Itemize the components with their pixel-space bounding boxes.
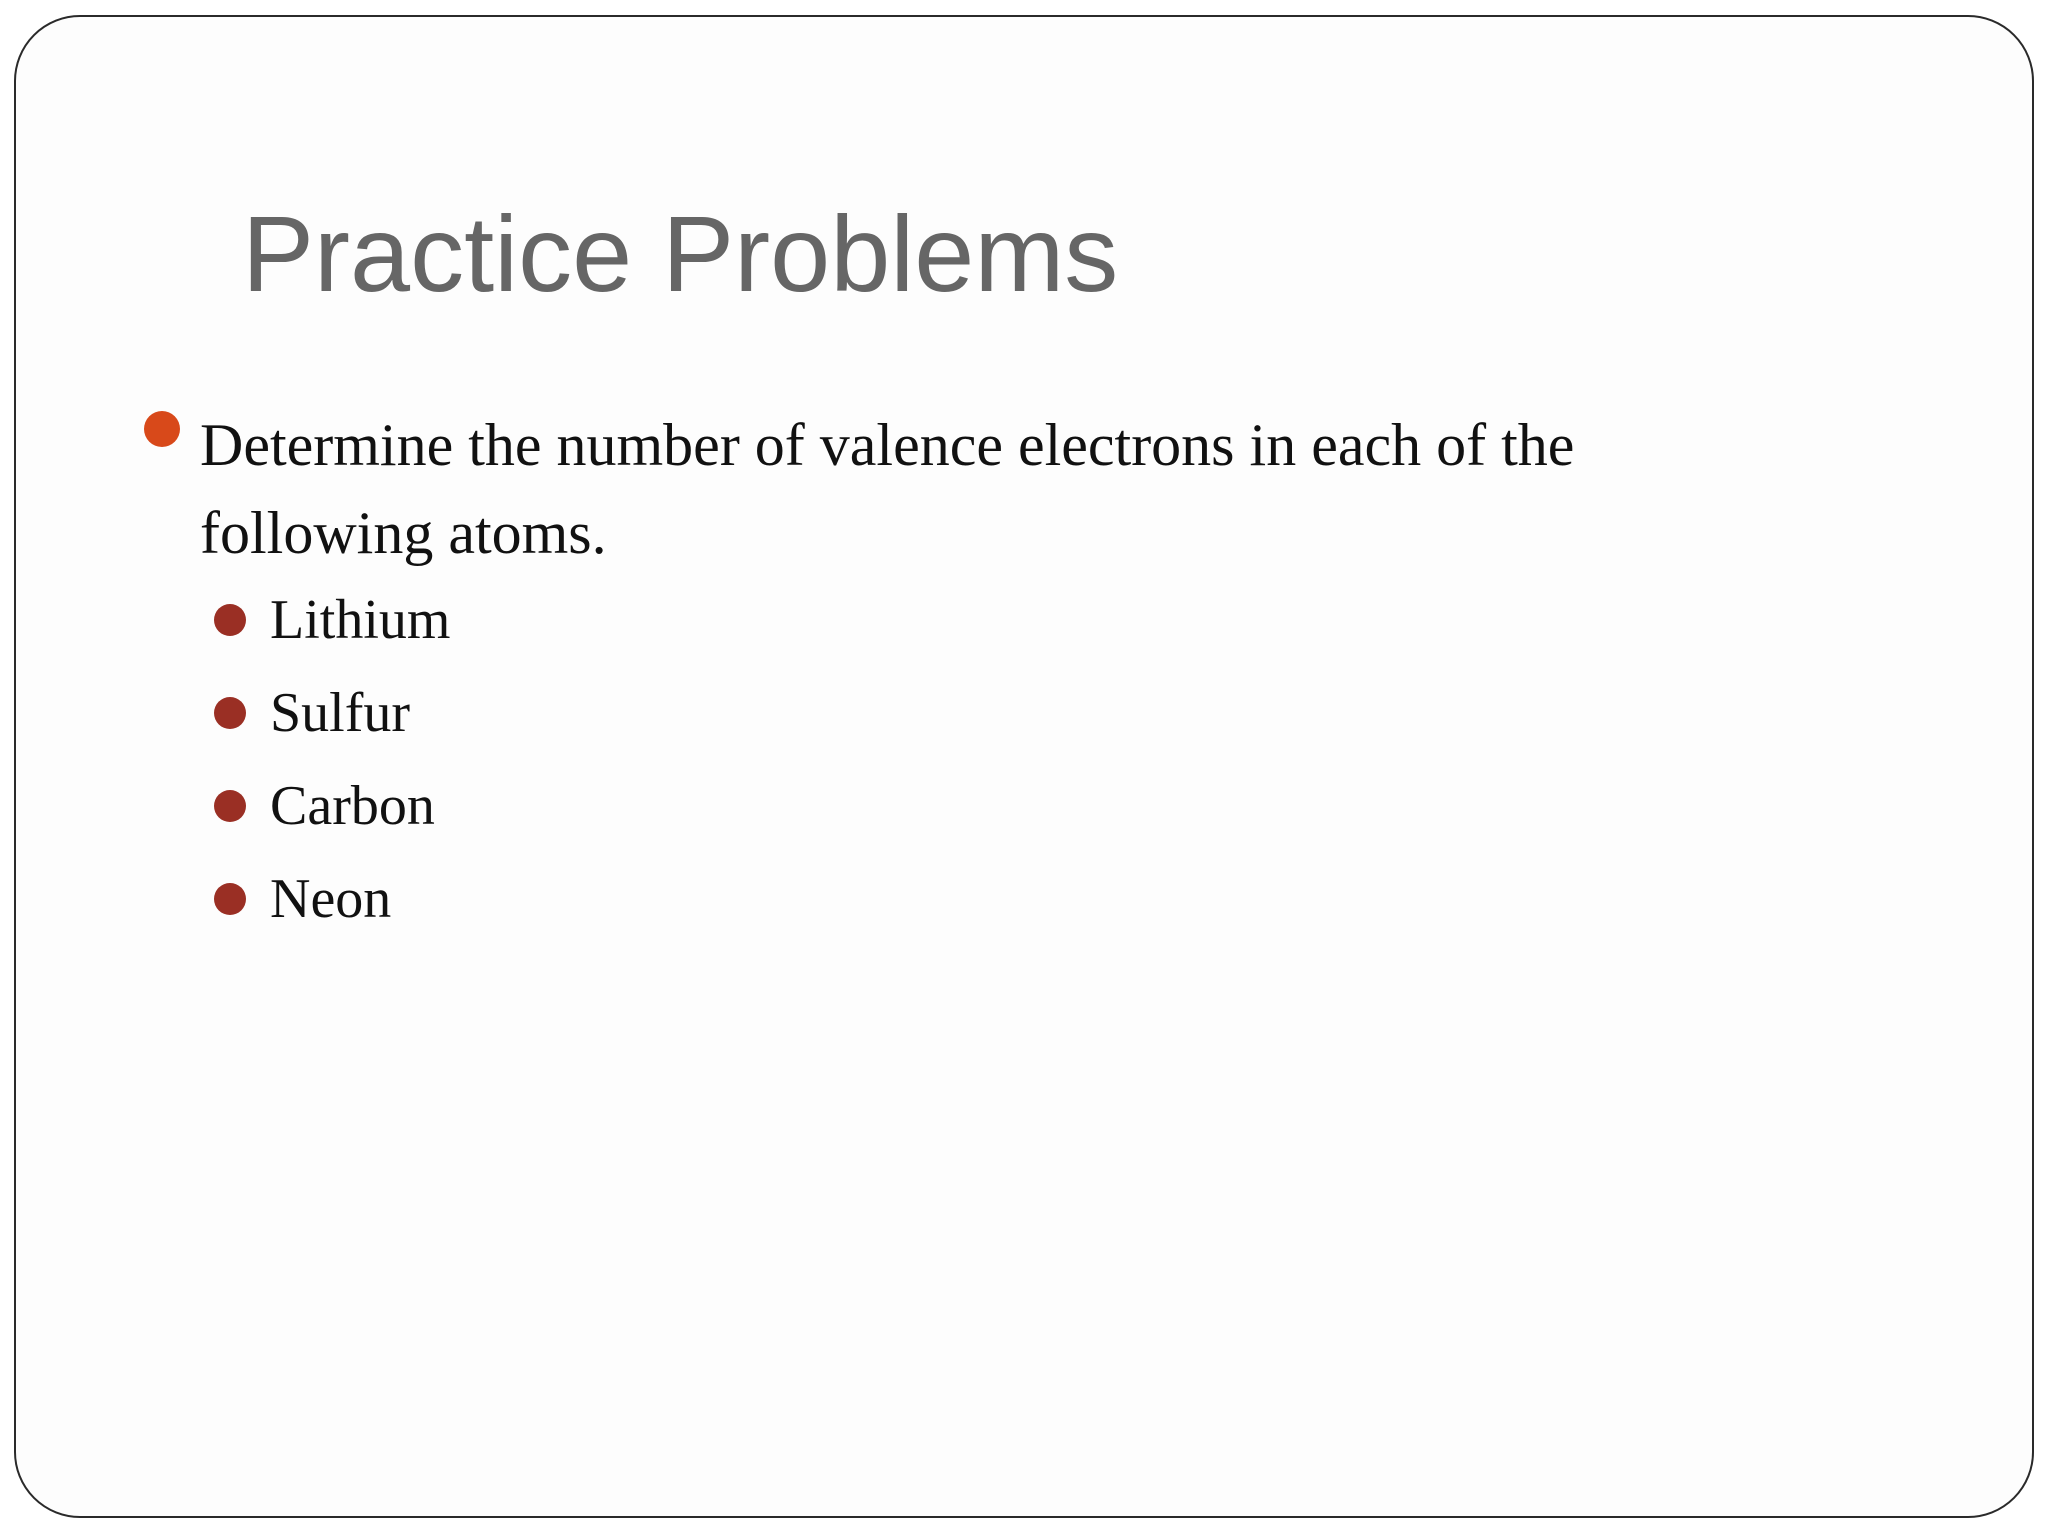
sub-bullet-dot-icon xyxy=(214,883,246,915)
sub-bullet-dot-icon xyxy=(214,790,246,822)
bullet-dot-icon xyxy=(144,411,180,447)
slide xyxy=(14,15,2034,1518)
list-item-label: Neon xyxy=(270,868,392,930)
slide-title: Practice Problems xyxy=(242,193,1119,314)
main-bullet-text: Determine the number of valence electrons in each of the following atoms. xyxy=(200,412,1575,566)
list-item-label: Lithium xyxy=(270,589,451,651)
sub-bullet-dot-icon xyxy=(214,697,246,729)
list-item-label: Carbon xyxy=(270,775,435,837)
list-item-label: Sulfur xyxy=(270,682,410,744)
sub-bullet-dot-icon xyxy=(214,604,246,636)
